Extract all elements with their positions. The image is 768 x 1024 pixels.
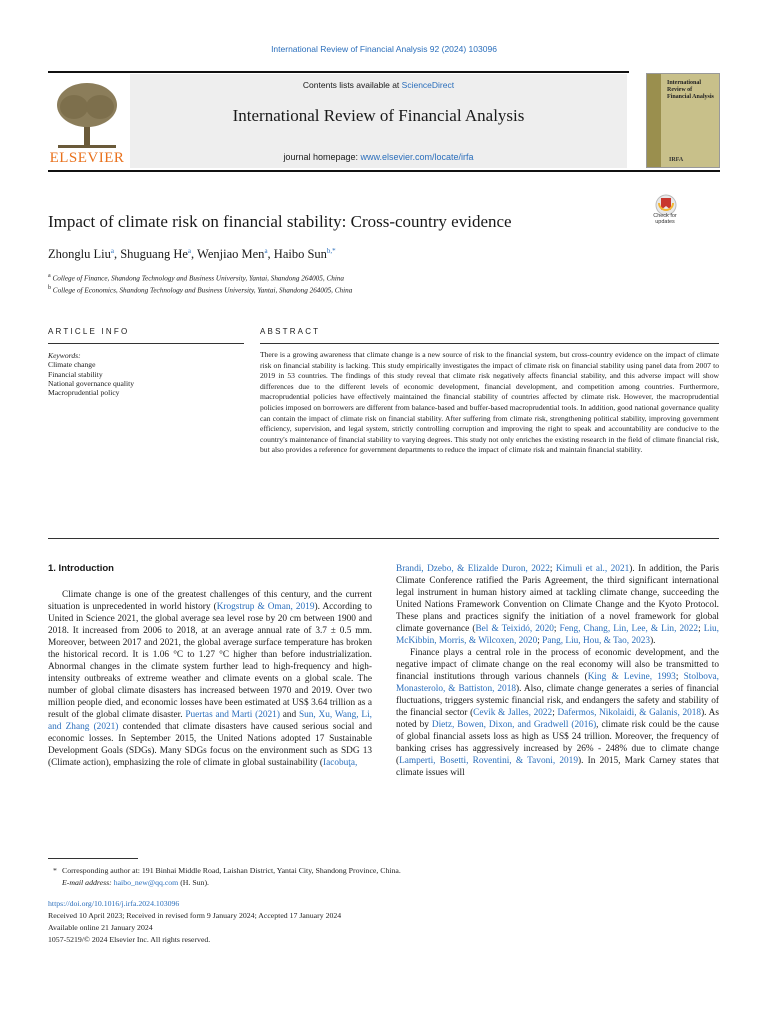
intro-paragraph (396, 563, 719, 647)
citation-link[interactable]: Sun, Xu, Wang, Li, and Zhang (2021) (48, 710, 372, 732)
body-text: and (279, 710, 299, 720)
affiliation-sup: a (48, 273, 51, 279)
body-text: Finance plays a central role in the process of economic development, and the negative impact of climate change on the real economy will also be transmitted to financial institutions through various channels ( (396, 648, 719, 682)
citation-link[interactable]: Feng, Chang, Lin, Lee, & Lin, 2022 (559, 624, 699, 634)
body-text: ). In 2015, Mark Carney states that climate issues will (396, 756, 719, 778)
body-text: ). As noted by (396, 708, 719, 730)
abstract-text: There is a growing awareness that climate change is a new source of risk to the financial system, but cross-country evidence on the impact of climate risk on financial stability is lacking. This study empirically investigates the impact of climate risk on financial stability using panel data from 2007 to 2019 in 53 countries. The findings of this study reveal that climate risk negatively affects financial stability, and this adverse impact will show differences due to the different levels of economic development, financial development, and competition among countries. Furthermore, macroprudential policies have effectively maintained the financial stability of countries affected by climate risk. However, the macroprudential policies imposed on borrowers are different from balance-based and buffer-based macroprudential tools. In addition, good national governance quality can contain the impact of climate risk on financial stability. After suffering from climate risk, strengthening political stability, improving government efficiency, supervision, and legal system, strictly controlling corruption and improving the right to speak and accountability are conducive to the country's maintenance of financial stability to varying degrees. This study not only enriches the existing research in the field of climate financial risk, but also provides a reference for government departments to reduce the impact of climate risk and maintain financial stability. (260, 350, 719, 455)
body-text: ). According to United in Science 2021, the global average sea level rose by 20 cm between 1900 and 2018. It increased from 2006 to 2018, at an average annual rate of 3.7 ± 0.5 mm. Moreover, between 2017 and 2021, the global average surface temperature has broken the historical record. It is 1.06 °C to 1.27 °C higher than before industrialization. Abnormal changes in the climate system further lead to high-frequency and high-intensity outbreaks of extreme weather and climate events on a global scale. The number of global climate disasters has increased between 1970 and 2019. Over two million people died, and economic losses have been estimated at US$ 3.64 trillion as a result of the global climate disaster. (48, 602, 372, 720)
citation-link[interactable]: Brandi, Dzebo, & Elizalde Duron, 2022 (396, 564, 550, 574)
email-label: E-mail address: (62, 878, 114, 887)
corresponding-text: Corresponding author at: 191 Binhai Middle Road, Laishan District, Yantai City, Shandong Province, China. (62, 866, 401, 875)
author-sup[interactable]: a (110, 247, 114, 255)
homepage-prefix: journal homepage: (283, 152, 361, 162)
author-name[interactable]: Wenjiao Men (197, 247, 265, 262)
citation-link[interactable]: Dafermos, Nikolaidi, & Galanis, 2018 (557, 708, 702, 718)
body-text: ; (537, 636, 543, 646)
citation-link[interactable]: Pang, Liu, Hou, & Tao, 2023 (542, 636, 651, 646)
abstract-bottom-rule (48, 538, 719, 539)
asterisk-mark: * (53, 866, 57, 875)
author-sup[interactable]: b,* (326, 247, 336, 255)
abstract-rule (260, 343, 719, 344)
available-online: Available online 21 January 2024 (48, 923, 153, 932)
sciencedirect-link[interactable]: ScienceDirect (401, 80, 455, 90)
author-sup[interactable]: a (264, 247, 268, 255)
citation-link[interactable]: Stolbova, Monasterolo, & Battiston, 2018 (396, 672, 719, 694)
masthead-rule-top (126, 71, 629, 73)
doi-link[interactable]: https://doi.org/10.1016/j.irfa.2024.103096 (48, 899, 180, 908)
body-text: ). Also, climate change generates a series of financial fluctuations, triggers systemic financial risk, and endangers the safety and stability of the financial sector ( (396, 684, 720, 718)
article-title: Impact of climate risk on financial stability: Cross-country evidence (48, 212, 512, 231)
elsevier-wordmark: ELSEVIER (49, 150, 125, 166)
author-name[interactable]: Haibo Sun (273, 247, 327, 262)
contents-prefix: Contents lists available at (302, 80, 402, 90)
affiliation-sup: b (48, 285, 51, 291)
intro-right-column (396, 563, 719, 779)
keyword: Financial stability (48, 369, 103, 379)
journal-title: International Review of Financial Analysis (232, 106, 525, 125)
keywords-label: Keywords: (48, 351, 81, 360)
author-name[interactable]: Zhonglu Liu (48, 247, 111, 262)
body-text: ; (698, 624, 704, 634)
citation-link[interactable]: Kimuli et al., 2021 (555, 564, 630, 574)
citation-link[interactable]: Lamperti, Bosetti, Roventini, & Tavoni, 2019 (399, 756, 578, 766)
body-text: Climate change is one of the greatest challenges of this century, and the current situation is unprecedented in world history ( (48, 590, 372, 612)
contents-line (130, 80, 627, 90)
keyword: National governance quality (48, 378, 135, 388)
email-link[interactable]: haibo_new@qq.com (113, 878, 179, 887)
article-info-label: ARTICLE INFO (48, 327, 130, 336)
body-text: ; (552, 708, 558, 718)
body-text: ). In addition, the Paris Climate Conference ratified the Paris Agreement, the third significant international legal instrument in human history aimed at tackling climate change, succeeding the United Nations Framework Convention on Climate Change and the Kyoto Protocol. These plans and practices signify the initiation of a novel framework for global climate governance ( (396, 564, 719, 634)
masthead-rule-left (48, 71, 126, 73)
article-info-rule (48, 343, 244, 344)
affiliation (48, 285, 352, 294)
affiliation-text: College of Finance, Shandong Technology and Business University, Yantai, Shandong 264005, China (52, 274, 345, 283)
body-text: ; (549, 564, 556, 574)
corresponding-footnote (48, 865, 401, 876)
homepage-link[interactable]: www.elsevier.com/locate/irfa (360, 152, 474, 162)
citation-link[interactable]: King & Levine, 1993 (587, 672, 676, 682)
author-name[interactable]: Shuguang He (120, 247, 188, 262)
citation-link[interactable]: Bel & Teixidó, 2020 (475, 624, 554, 634)
author-sup[interactable]: a (187, 247, 192, 255)
intro-left-column (48, 589, 372, 769)
keyword: Macroprudential policy (48, 388, 120, 398)
citation-link[interactable]: Krogstrup & Oman, 2019 (216, 602, 315, 612)
cover-title: International Review of Financial Analysis (667, 80, 714, 100)
citation-link[interactable]: Liu, McKibbin, Morris, & Wilcoxen, 2020 (396, 624, 720, 646)
affiliation-text: College of Economics, Shandong Technology and Business University, Yantai, Shandong 264005, China (52, 286, 353, 295)
crossmark-label[interactable]: Check for updates (653, 213, 677, 225)
intro-paragraph (48, 589, 372, 769)
body-text: , climate risk could be the cause of global financial assets loss as high as US$ 24 trillion. Moreover, the frequency of banking crises has aggressively increased by 26% - 248% due to climate change ( (396, 720, 719, 766)
citation-link[interactable]: Dietz, Bowen, Dixon, and Gradwell (2016) (431, 720, 597, 730)
copyright: 1057-5219/© 2024 Elsevier Inc. All rights reserved. (48, 935, 211, 944)
citation-link[interactable]: Cevik & Jalles, 2022 (473, 708, 553, 718)
section-heading: 1. Introduction (48, 563, 114, 574)
running-head[interactable]: International Review of Financial Analysis 92 (2024) 103096 (271, 44, 497, 54)
footnote-rule (48, 858, 138, 859)
body-text: ). (650, 636, 656, 646)
intro-paragraph (396, 647, 719, 779)
body-text: contended that climate disasters have caused serious social and economic losses. In September 2015, the United Nations adopted 17 Sustainable Development Goals (SDGs). Many SDGs focus on the environment such as SDG 13 (Climate action), emphasizing the role of climate in global sustainability ( (48, 722, 373, 768)
journal-cover-thumbnail[interactable] (646, 73, 720, 168)
citation-link[interactable]: Puertas and Marti (2021) (185, 710, 280, 720)
masthead-rule-bottom (48, 170, 720, 172)
email-suffix: (H. Sun). (178, 878, 210, 887)
affiliation (48, 273, 344, 282)
abstract-label: ABSTRACT (260, 327, 321, 336)
homepage-line (130, 152, 627, 162)
body-text: ; (675, 672, 684, 682)
keywords-block (48, 351, 134, 397)
cover-strip (647, 74, 661, 167)
cover-mark: IRFA (669, 157, 684, 163)
author-list: Zhonglu Liu$^a$, Shuguang He$^a$, Wenjiao Men$^a$, Haibo Sun$^{b,*}$ (48, 247, 336, 262)
email-footnote (62, 877, 209, 888)
keyword: Climate change (48, 360, 96, 370)
body-text: ; (553, 624, 560, 634)
received-dates: Received 10 April 2023; Received in revised form 9 January 2024; Accepted 17 January 2024 (48, 911, 342, 920)
citation-link[interactable]: Iacobuţa, (322, 758, 358, 768)
